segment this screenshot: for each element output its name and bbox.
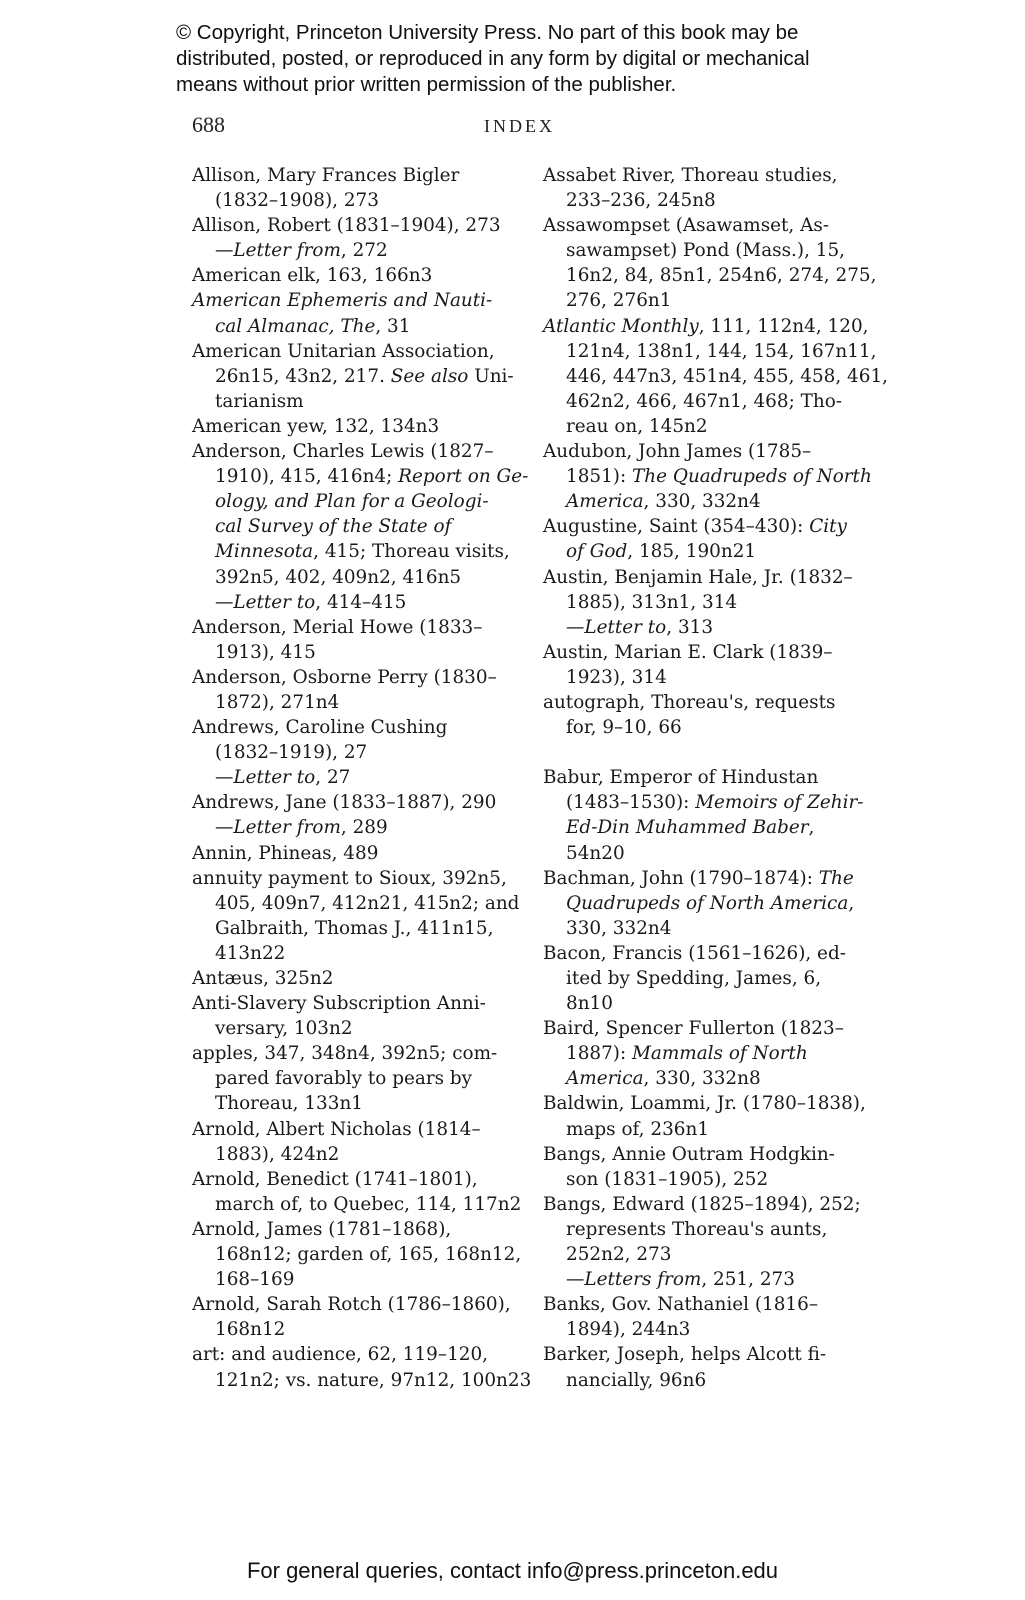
index-text: , 289: [340, 817, 388, 839]
index-line: [192, 590, 531, 615]
index-title-italic: America: [566, 491, 644, 513]
index-line: [192, 1368, 531, 1393]
index-line: [543, 665, 888, 690]
index-line: [543, 1292, 888, 1317]
index-text: Allison, Mary Frances Bigler: [192, 165, 460, 186]
index-text: versary, 103n2: [215, 1018, 353, 1040]
index-text: Bachman, John (1790–1874):: [543, 867, 819, 889]
index-text: 462n2, 466, 467n1, 468; Tho-: [566, 390, 843, 412]
index-text: Uni-: [468, 365, 514, 387]
index-title-italic: Letter to: [233, 767, 316, 789]
index-line: [543, 1091, 888, 1116]
index-text: —: [215, 817, 234, 839]
index-text: 1887):: [566, 1043, 633, 1065]
index-title-italic: Mammals of North: [632, 1043, 808, 1065]
index-text: —: [566, 1269, 585, 1291]
index-text: Galbraith, Thomas J., 411n15,: [215, 917, 494, 939]
index-text: 392n5, 402, 409n2, 416n5: [215, 566, 462, 588]
index-title-italic: cal Almanac, The: [215, 315, 376, 337]
index-line: [192, 991, 531, 1016]
index-line: [192, 1041, 531, 1066]
index-line: [192, 489, 531, 514]
index-line: [192, 1091, 531, 1116]
index-column-left: [192, 163, 531, 1393]
index-text: , 31: [375, 315, 411, 337]
index-text: Anderson, Osborne Perry (1830–: [192, 666, 497, 688]
index-line: [192, 1066, 531, 1091]
index-text: pared favorably to pears by: [215, 1068, 473, 1090]
index-line: [192, 1167, 531, 1192]
footer-contact: For general queries, contact info@press.princeton.edu: [246, 1558, 779, 1583]
index-text: nancially, 96n6: [566, 1369, 707, 1391]
index-text: 1910), 415, 416n4;: [215, 466, 399, 488]
index-line: [192, 263, 531, 288]
index-line: [192, 163, 531, 188]
index-text: son (1831–1905), 252: [566, 1168, 769, 1190]
index-text: Assabet River, Thoreau studies,: [543, 165, 838, 186]
index-line: [192, 1142, 531, 1167]
index-text: maps of, 236n1: [566, 1118, 710, 1140]
index-title-italic: ology, and Plan for a Geologi-: [215, 491, 489, 513]
index-title-italic: of God: [566, 541, 628, 563]
index-title-italic: Quadrupeds of North America: [566, 892, 849, 914]
index-line: [192, 891, 531, 916]
index-text: 1894), 244n3: [566, 1319, 691, 1341]
copyright-notice: [176, 20, 876, 98]
index-text: —: [215, 767, 234, 789]
index-text: Bangs, Edward (1825–1894), 252;: [543, 1193, 861, 1215]
index-line: [543, 765, 888, 790]
index-line: [192, 1242, 531, 1267]
index-line: [543, 163, 888, 188]
index-text: , 330, 332n4: [643, 491, 761, 513]
index-text: Barker, Joseph, helps Alcott fi-: [543, 1344, 827, 1366]
index-text: annuity payment to Sioux, 392n5,: [192, 867, 507, 889]
index-title-italic: Letter to: [233, 591, 316, 613]
index-text: American elk, 163, 166n3: [192, 265, 433, 287]
index-text: art: and audience, 62, 119–120,: [192, 1344, 489, 1366]
index-text: , 272: [340, 240, 388, 262]
index-column-right: [543, 163, 888, 1393]
index-line: [192, 815, 531, 840]
index-text: ,: [848, 892, 855, 914]
index-line: [543, 1066, 888, 1091]
index-text: Arnold, Benedict (1741–1801),: [192, 1168, 478, 1190]
index-text: 446, 447n3, 451n4, 455, 458, 461,: [566, 365, 889, 387]
index-text: , 185, 190n21: [627, 541, 757, 563]
index-line: [192, 288, 531, 313]
index-line: [543, 1016, 888, 1041]
index-text: 16n2, 84, 85n1, 254n6, 274, 275,: [566, 265, 877, 287]
index-text: Thoreau, 133n1: [215, 1093, 364, 1115]
index-line: [543, 1217, 888, 1242]
index-text: represents Thoreau's aunts,: [566, 1218, 828, 1240]
index-text: ited by Spedding, James, 6,: [566, 968, 822, 989]
index-line: [543, 288, 888, 313]
index-title-italic: American Ephemeris and Nauti-: [192, 290, 493, 312]
index-line: [543, 815, 888, 840]
copyright-line: means without prior written permission of the publisher.: [176, 73, 677, 96]
index-text: 26n15, 43n2, 217.: [215, 365, 391, 387]
index-line: [192, 1292, 531, 1317]
index-text: 8n10: [566, 993, 613, 1015]
index-text: Arnold, Albert Nicholas (1814–: [192, 1118, 481, 1140]
index-line: [543, 690, 888, 715]
index-line: [543, 414, 888, 439]
index-line: [192, 514, 531, 539]
index-line: [543, 590, 888, 615]
index-title-italic: Letter to: [584, 616, 667, 638]
index-line: [192, 314, 531, 339]
index-text: Assawompset (Asawamset, As-: [543, 215, 830, 237]
index-text: 54n20: [566, 842, 625, 864]
index-line: [192, 339, 531, 364]
index-line: [192, 439, 531, 464]
index-text: 121n4, 138n1, 144, 154, 167n11,: [566, 340, 877, 362]
index-text: , 330, 332n8: [643, 1068, 761, 1090]
index-text: Babur, Emperor of Hindustan: [543, 767, 819, 789]
index-text: 168–169: [215, 1269, 295, 1291]
index-title-italic: Letter from: [233, 240, 341, 262]
index-line: [192, 213, 531, 238]
index-text: sawampset) Pond (Mass.), 15,: [566, 240, 846, 262]
index-line: [543, 539, 888, 564]
copyright-line: © Copyright, Princeton University Press. No part of this book may be: [176, 21, 799, 44]
index-text: Baldwin, Loammi, Jr. (1780–1838),: [543, 1093, 866, 1115]
index-line: [543, 1142, 888, 1167]
index-text: autograph, Thoreau's, requests: [543, 691, 836, 713]
index-text: 1851):: [566, 466, 633, 488]
index-text: tarianism: [215, 390, 304, 412]
index-text: Austin, Benjamin Hale, Jr. (1832–: [543, 566, 853, 588]
index-line: [192, 1267, 531, 1292]
index-line: [192, 916, 531, 941]
index-line: [192, 1342, 531, 1367]
index-text: , 414–415: [315, 591, 407, 613]
index-line: [543, 715, 888, 740]
index-text: 252n2, 273: [566, 1244, 672, 1266]
index-line: [192, 765, 531, 790]
index-text: —: [215, 591, 234, 613]
index-text: (1832–1908), 273: [215, 190, 379, 212]
index-text: ,: [808, 817, 815, 839]
index-line: [192, 1217, 531, 1242]
index-text: Austin, Marian E. Clark (1839–: [543, 641, 833, 663]
index-text: Andrews, Caroline Cushing: [192, 717, 448, 739]
index-text: American Unitarian Association,: [192, 340, 495, 362]
index-title-italic: Letter from: [233, 817, 341, 839]
index-line: [543, 991, 888, 1016]
index-text: Antæus, 325n2: [192, 968, 334, 989]
index-text: Audubon, John James (1785–: [543, 441, 812, 463]
index-text: Bacon, Francis (1561–1626), ed-: [543, 942, 846, 964]
index-text: —: [215, 240, 234, 262]
index-line: [543, 188, 888, 213]
index-text: reau on, 145n2: [566, 415, 708, 437]
index-title-italic: cal Survey of the State of: [215, 516, 452, 538]
index-line: [543, 263, 888, 288]
index-line: [543, 790, 888, 815]
index-line: [192, 740, 531, 765]
index-line: [192, 615, 531, 640]
index-text: (1483–1530):: [566, 792, 696, 814]
index-line: [543, 1041, 888, 1066]
index-text: , 251, 273: [701, 1269, 795, 1291]
index-line: [192, 464, 531, 489]
index-line: [543, 866, 888, 891]
index-line: [192, 1192, 531, 1217]
index-line: [543, 213, 888, 238]
index-line: [192, 1317, 531, 1342]
index-line: [192, 690, 531, 715]
index-text: Bangs, Annie Outram Hodgkin-: [543, 1143, 835, 1165]
index-line: [543, 314, 888, 339]
index-line: [543, 489, 888, 514]
index-title-italic: Memoirs of Zehir-: [695, 792, 864, 814]
index-text: 1913), 415: [215, 641, 316, 663]
index-title-italic: Atlantic Monthly: [543, 315, 699, 337]
index-title-italic: America: [566, 1068, 644, 1090]
index-line: [543, 1342, 888, 1367]
index-text: Augustine, Saint (354–430):: [543, 516, 810, 538]
index-title-italic: City: [809, 516, 847, 538]
index-line: [192, 414, 531, 439]
index-text: Arnold, James (1781–1868),: [192, 1218, 452, 1240]
index-line: [543, 640, 888, 665]
index-text: —: [566, 616, 585, 638]
copyright-line: distributed, posted, or reproduced in any form by digital or mechanical: [176, 47, 810, 70]
index-text: 413n22: [215, 942, 286, 964]
index-text: Anderson, Merial Howe (1833–: [192, 616, 483, 638]
index-line: [543, 439, 888, 464]
index-line: [543, 891, 888, 916]
index-text: , 313: [666, 616, 714, 638]
index-line: [543, 1192, 888, 1217]
index-text: 233–236, 245n8: [566, 190, 716, 212]
index-line: [543, 1117, 888, 1142]
index-line: [543, 464, 888, 489]
index-title-italic: The: [818, 867, 854, 889]
index-line: [192, 188, 531, 213]
index-text: 1872), 271n4: [215, 691, 340, 713]
index-text: , 415; Thoreau visits,: [313, 541, 510, 563]
index-text: 276, 276n1: [566, 290, 672, 312]
index-text: apples, 347, 348n4, 392n5; com-: [192, 1043, 498, 1065]
index-text: 168n12: [215, 1319, 286, 1341]
index-line: [192, 866, 531, 891]
index-line: [192, 715, 531, 740]
index-text: 1885), 313n1, 314: [566, 591, 738, 613]
index-title-italic: Ed-Din Muhammed Baber: [566, 817, 809, 839]
index-title-italic: The Quadrupeds of North: [632, 466, 872, 488]
index-line: [543, 1368, 888, 1393]
index-text: , 27: [315, 767, 351, 789]
index-line: [543, 1267, 888, 1292]
index-line: [543, 615, 888, 640]
running-head: INDEX: [484, 116, 555, 136]
index-line: [192, 665, 531, 690]
index-title-italic: Letters from: [584, 1269, 702, 1291]
index-line: [543, 1167, 888, 1192]
index-line: [192, 565, 531, 590]
index-line: [543, 841, 888, 866]
index-line: [543, 364, 888, 389]
index-line: [543, 941, 888, 966]
index-line: [192, 790, 531, 815]
index-line: [192, 539, 531, 564]
index-text: 1923), 314: [566, 666, 667, 688]
section-gap: [543, 740, 888, 765]
index-title-italic: See also: [390, 365, 469, 387]
index-line: [543, 514, 888, 539]
index-line: [192, 1117, 531, 1142]
index-text: 1883), 424n2: [215, 1143, 340, 1165]
index-text: 168n12; garden of, 165, 168n12,: [215, 1244, 522, 1266]
index-text: Anti-Slavery Subscription Anni-: [192, 993, 486, 1015]
index-line: [192, 1016, 531, 1041]
index-line: [543, 238, 888, 263]
index-text: Arnold, Sarah Rotch (1786–1860),: [192, 1294, 511, 1316]
index-text: Annin, Phineas, 489: [192, 842, 379, 864]
index-line: [543, 565, 888, 590]
index-line: [192, 389, 531, 414]
index-line: [543, 966, 888, 991]
index-line: [543, 1242, 888, 1267]
index-line: [192, 640, 531, 665]
index-line: [192, 966, 531, 991]
index-text: Andrews, Jane (1833–1887), 290: [192, 792, 497, 814]
index-title-italic: Minnesota: [215, 541, 314, 563]
index-text: 121n2; vs. nature, 97n12, 100n23: [215, 1369, 532, 1391]
index-line: [543, 339, 888, 364]
index-text: American yew, 132, 134n3: [192, 415, 440, 437]
index-title-italic: Report on Ge-: [398, 466, 529, 488]
index-line: [192, 364, 531, 389]
index-text: Banks, Gov. Nathaniel (1816–: [543, 1294, 819, 1316]
index-text: Anderson, Charles Lewis (1827–: [192, 441, 494, 463]
index-text: , 111, 112n4, 120,: [698, 315, 869, 337]
index-text: 405, 409n7, 412n21, 415n2; and: [215, 892, 520, 914]
index-text: Baird, Spencer Fullerton (1823–: [543, 1018, 844, 1040]
index-line: [192, 941, 531, 966]
index-line: [543, 916, 888, 941]
index-text: (1832–1919), 27: [215, 742, 368, 764]
index-line: [192, 841, 531, 866]
index-line: [543, 389, 888, 414]
index-line: [192, 238, 531, 263]
index-text: for, 9–10, 66: [566, 717, 682, 739]
index-text: Allison, Robert (1831–1904), 273: [192, 215, 501, 237]
page-number: 688: [192, 112, 225, 137]
index-text: march of, to Quebec, 114, 117n2: [215, 1193, 522, 1215]
index-line: [543, 1317, 888, 1342]
index-text: 330, 332n4: [566, 917, 672, 939]
